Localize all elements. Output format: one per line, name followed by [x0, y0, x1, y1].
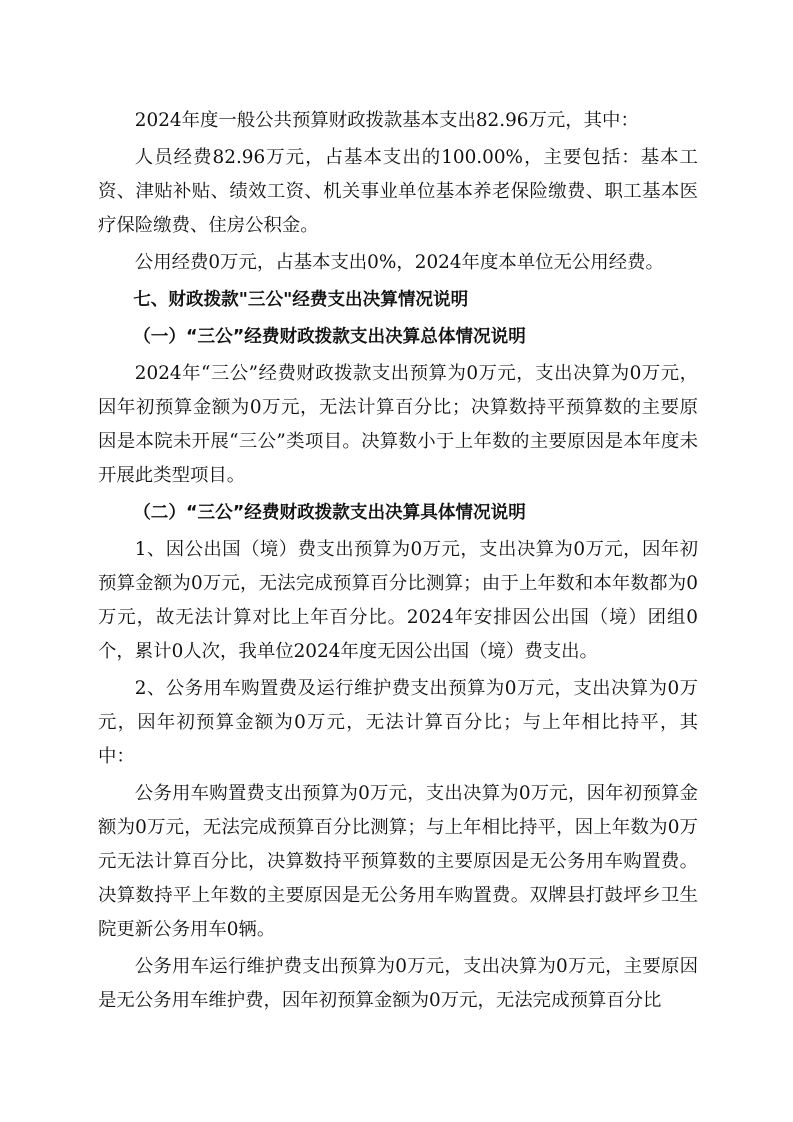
paragraph-vehicle-maintenance: 公务用车运行维护费支出预算为0万元，支出决算为0万元，主要原因是无公务用车维护费，因年初预算金额为0万元，无法完成预算百分比: [98, 956, 698, 1011]
section-heading-seven: 七、财政拨款"三公"经费支出决算情况说明: [133, 290, 469, 310]
paragraph-vehicle-total: 2、公务用车购置费及运行维护费支出预算为0万元，支出决算为0万元，因年初预算金额为0万元，无法计算百分比；与上年相比持平，其中：: [98, 678, 698, 767]
subsection-heading-specific: （二）“三公”经费财政拨款支出决算具体情况说明: [133, 503, 526, 523]
document-page: [98, 104, 698, 1021]
paragraph-public-expenses: 公用经费0万元，占基本支出0%，2024年度本单位无公用经费。: [134, 252, 664, 273]
paragraph-vehicle-purchase: 公务用车购置费支出预算为0万元，支出决算为0万元，因年初预算金额为0万元，无法完成预算百分比测算；与上年相比持平，因上年数为0万元无法计算百分比，决算数持平预算数的主要原因是无公务用车购置费。决算数持平上年数的主要原因是无公务用车购置费。双牌县打鼓坪乡卫生院更新公务用车0辆。: [98, 783, 698, 940]
paragraph-basic-expenditure: 2024年度一般公共预算财政拨款基本支出82.96万元，其中：: [134, 110, 639, 131]
subsection-heading-overall: （一）“三公”经费财政拨款支出决算总体情况说明: [133, 327, 526, 347]
paragraph-three-public-overall: 2024年“三公”经费财政拨款支出预算为0万元，支出决算为0万元，因年初预算金额为0万元，无法计算百分比；决算数持平预算数的主要原因是本院未开展“三公”类项目。决算数小于上年数的主要原因是本年度未开展此类型项目。: [98, 363, 698, 486]
paragraph-personnel-expenses: 人员经费82.96万元，占基本支出的100.00%，主要包括：基本工资、津贴补贴、绩效工资、机关事业单位基本养老保险缴费、职工基本医疗保险缴费、住房公积金。: [98, 147, 698, 236]
paragraph-overseas-travel: 1、因公出国（境）费支出预算为0万元，支出决算为0万元，因年初预算金额为0万元，无法完成预算百分比测算；由于上年数和本年数都为0万元，故无法计算对比上年百分比。2024年安排因公出国（境）团组0个，累计0人次，我单位2024年度无因公出国（境）费支出。: [98, 539, 698, 662]
